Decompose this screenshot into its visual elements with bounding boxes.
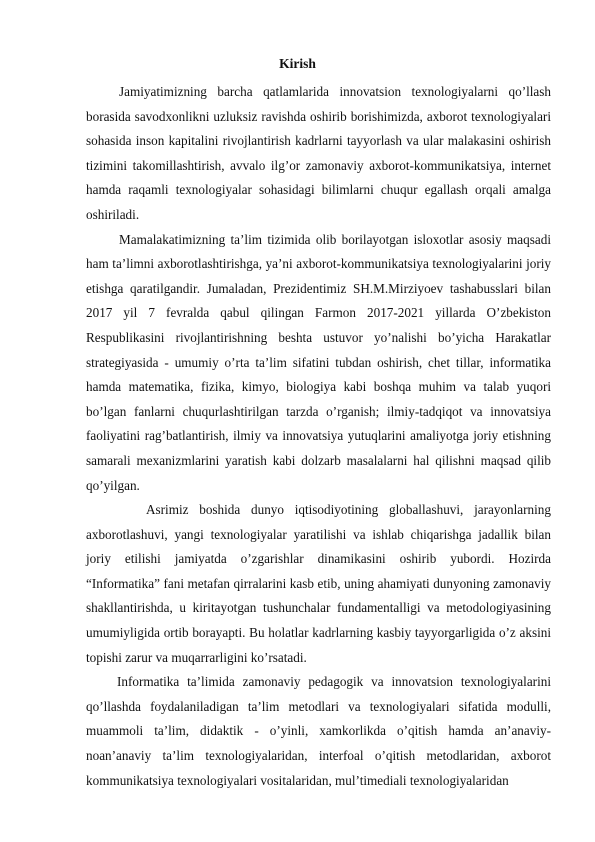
page-title: Kirish [279, 56, 316, 71]
paragraph-1: Jamiyatimizning barcha qatlamlarida innovatsion texnologiyalarni qo’llash borasida savodxonlikni uzluksiz ravishda oshirib borishimizda, axborot texnologiyalari sohasida inson kapitalini rivojlantirish kadrlarni tayyorlash va ular malakasini oshirish tizimini takomillashtirish, avvalo ilg’or zamonaviy axborot-kommunikatsiya, internet hamda raqamli texnologiyalar sohasidagi bilimlarni chuqur egallash orqali amalga oshiriladi. [86, 84, 551, 222]
paragraph-4: Informatika ta’limida zamonaviy pedagogik va innovatsion texnologiyalarini qo’llashda foydalaniladigan ta’lim metodlari va texnologiyalari sifatida modulli, muammoli ta’lim, didaktik - o’yinli, xamkorlikda o’qitish hamda an’anaviy-noan’anaviy ta’lim texnologiyalaridan, interfoal o’qitish metodlaridan, axborot kommunikatsiya texnologiyalari vositalaridan, mul’timediali texnologiyalaridan [86, 674, 551, 788]
paragraph-3: Asrimiz boshida dunyo iqtisodiyotining globallashuvi, jarayonlarning axborotlashuvi, yangi texnologiyalar yaratilishi va ishlab chiqarishga jadallik bilan joriy etilishi jamiyatda o’zgarishlar dinamikasini oshirib yubordi. Hozirda “Informatika” fani metafan qirralarini kasb etib, uning ahamiyati dunyoning zamonaviy shakllantirishda, u kiritayotgan tushunchalar fundamentalligi va metodologiyasining umumiyligida ortib borayapti. Bu holatlar kadrlarning kasbiy tayyorgarligida o’z aksini topishi zarur va muqarrarligini ko’rsatadi. [86, 502, 551, 665]
document-body [86, 80, 551, 793]
paragraph-2: Mamalakatimizning ta’lim tizimida olib borilayotgan isloxotlar asosiy maqsadi ham ta’limni axborotlashtirishga, ya’ni axborot-kommunikatsiya texnologiyalarini joriy etishga qaratilgandir. Jumaladan, Prezidentimiz SH.M.Mirziyoev tashabusslari bilan 2017 yil 7 fevralda qabul qilingan Farmon 2017-2021 yillarda O’zbekiston Respublikasini rivojlantirishning beshta ustuvor yo’nalishi bo’yicha Harakatlar strategiyasida - umumiy o’rta ta’lim sifatini tubdan oshirish, chet tillar, informatika hamda matematika, fizika, kimyo, biologiya kabi boshqa muhim va talab yuqori bo’lgan fanlarni chuqurlashtirilgan tarzda o’rganish; ilmiy-tadqiqot va innovatsiya faoliyatini rag’batlantirish, ilmiy va innovatsiya yutuqlarini amaliyotga joriy etishning samarali mexanizmlarini yaratish kabi dolzarb masalalarni hal qilishni maqsad qilib qo’yilgan. [86, 231, 551, 493]
